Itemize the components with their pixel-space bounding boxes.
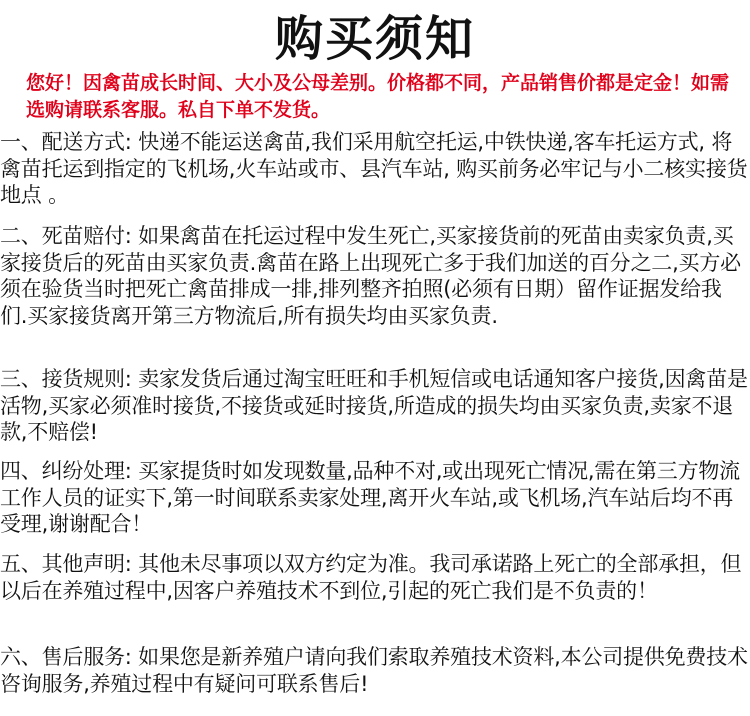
section-delivery: 一、配送方式: 快递不能运送禽苗,我们采用航空托运,中铁快递,客车托运方式, 将禽苗托运到指定的飞机场,火车站或市、县汽车站, 购买前务必牢记与小二核实接货地点 。 [0,130,748,207]
red-notice: 您好！因禽苗成长时间、大小及公母差别。价格都不同，产品销售价都是定金！如需选购请联系客服。私自下单不发货。 [26,72,730,121]
page-title: 购买须知 [274,11,475,67]
section-after-sales: 六、售后服务: 如果您是新养殖户请向我们索取养殖技术资料,本公司提供免费技术咨询服务,养殖过程中有疑问可联系售后! [0,645,748,696]
section-compensation: 二、死苗赔付: 如果禽苗在托运过程中发生死亡,买家接货前的死苗由卖家负责,买家接货后的死苗由买家负责.禽苗在路上出现死亡多于我们加送的百分之二,买方必须在验货当时把死亡禽苗排成一排,排列整齐拍照(必须有日期）留作证据发给我们.买家接货离开第三方物流后,所有损失均由买家负责. [0,224,741,328]
section-other-statement: 五、其他声明: 其他未尽事项以双方约定为准。我司承诺路上死亡的全部承担，但以后在养殖过程中,因客户养殖技术不到位,引起的死亡我们是不负责的！ [0,552,742,603]
section-dispute: 四、纠纷处理: 买家提货时如发现数量,品种不对,或出现死亡情况,需在第三方物流工作人员的证实下,第一时间联系卖家处理,离开火车站,或飞机场,汽车站后均不再受理,谢谢配合！ [0,459,740,536]
section-receiving-rules: 三、接货规则: 卖家发货后通过淘宝旺旺和手机短信或电话通知客户接货,因禽苗是活物,买家必须准时接货,不接货或延时接货,所造成的损失均由买家负责,卖家不退款,不赔偿! [0,367,748,444]
